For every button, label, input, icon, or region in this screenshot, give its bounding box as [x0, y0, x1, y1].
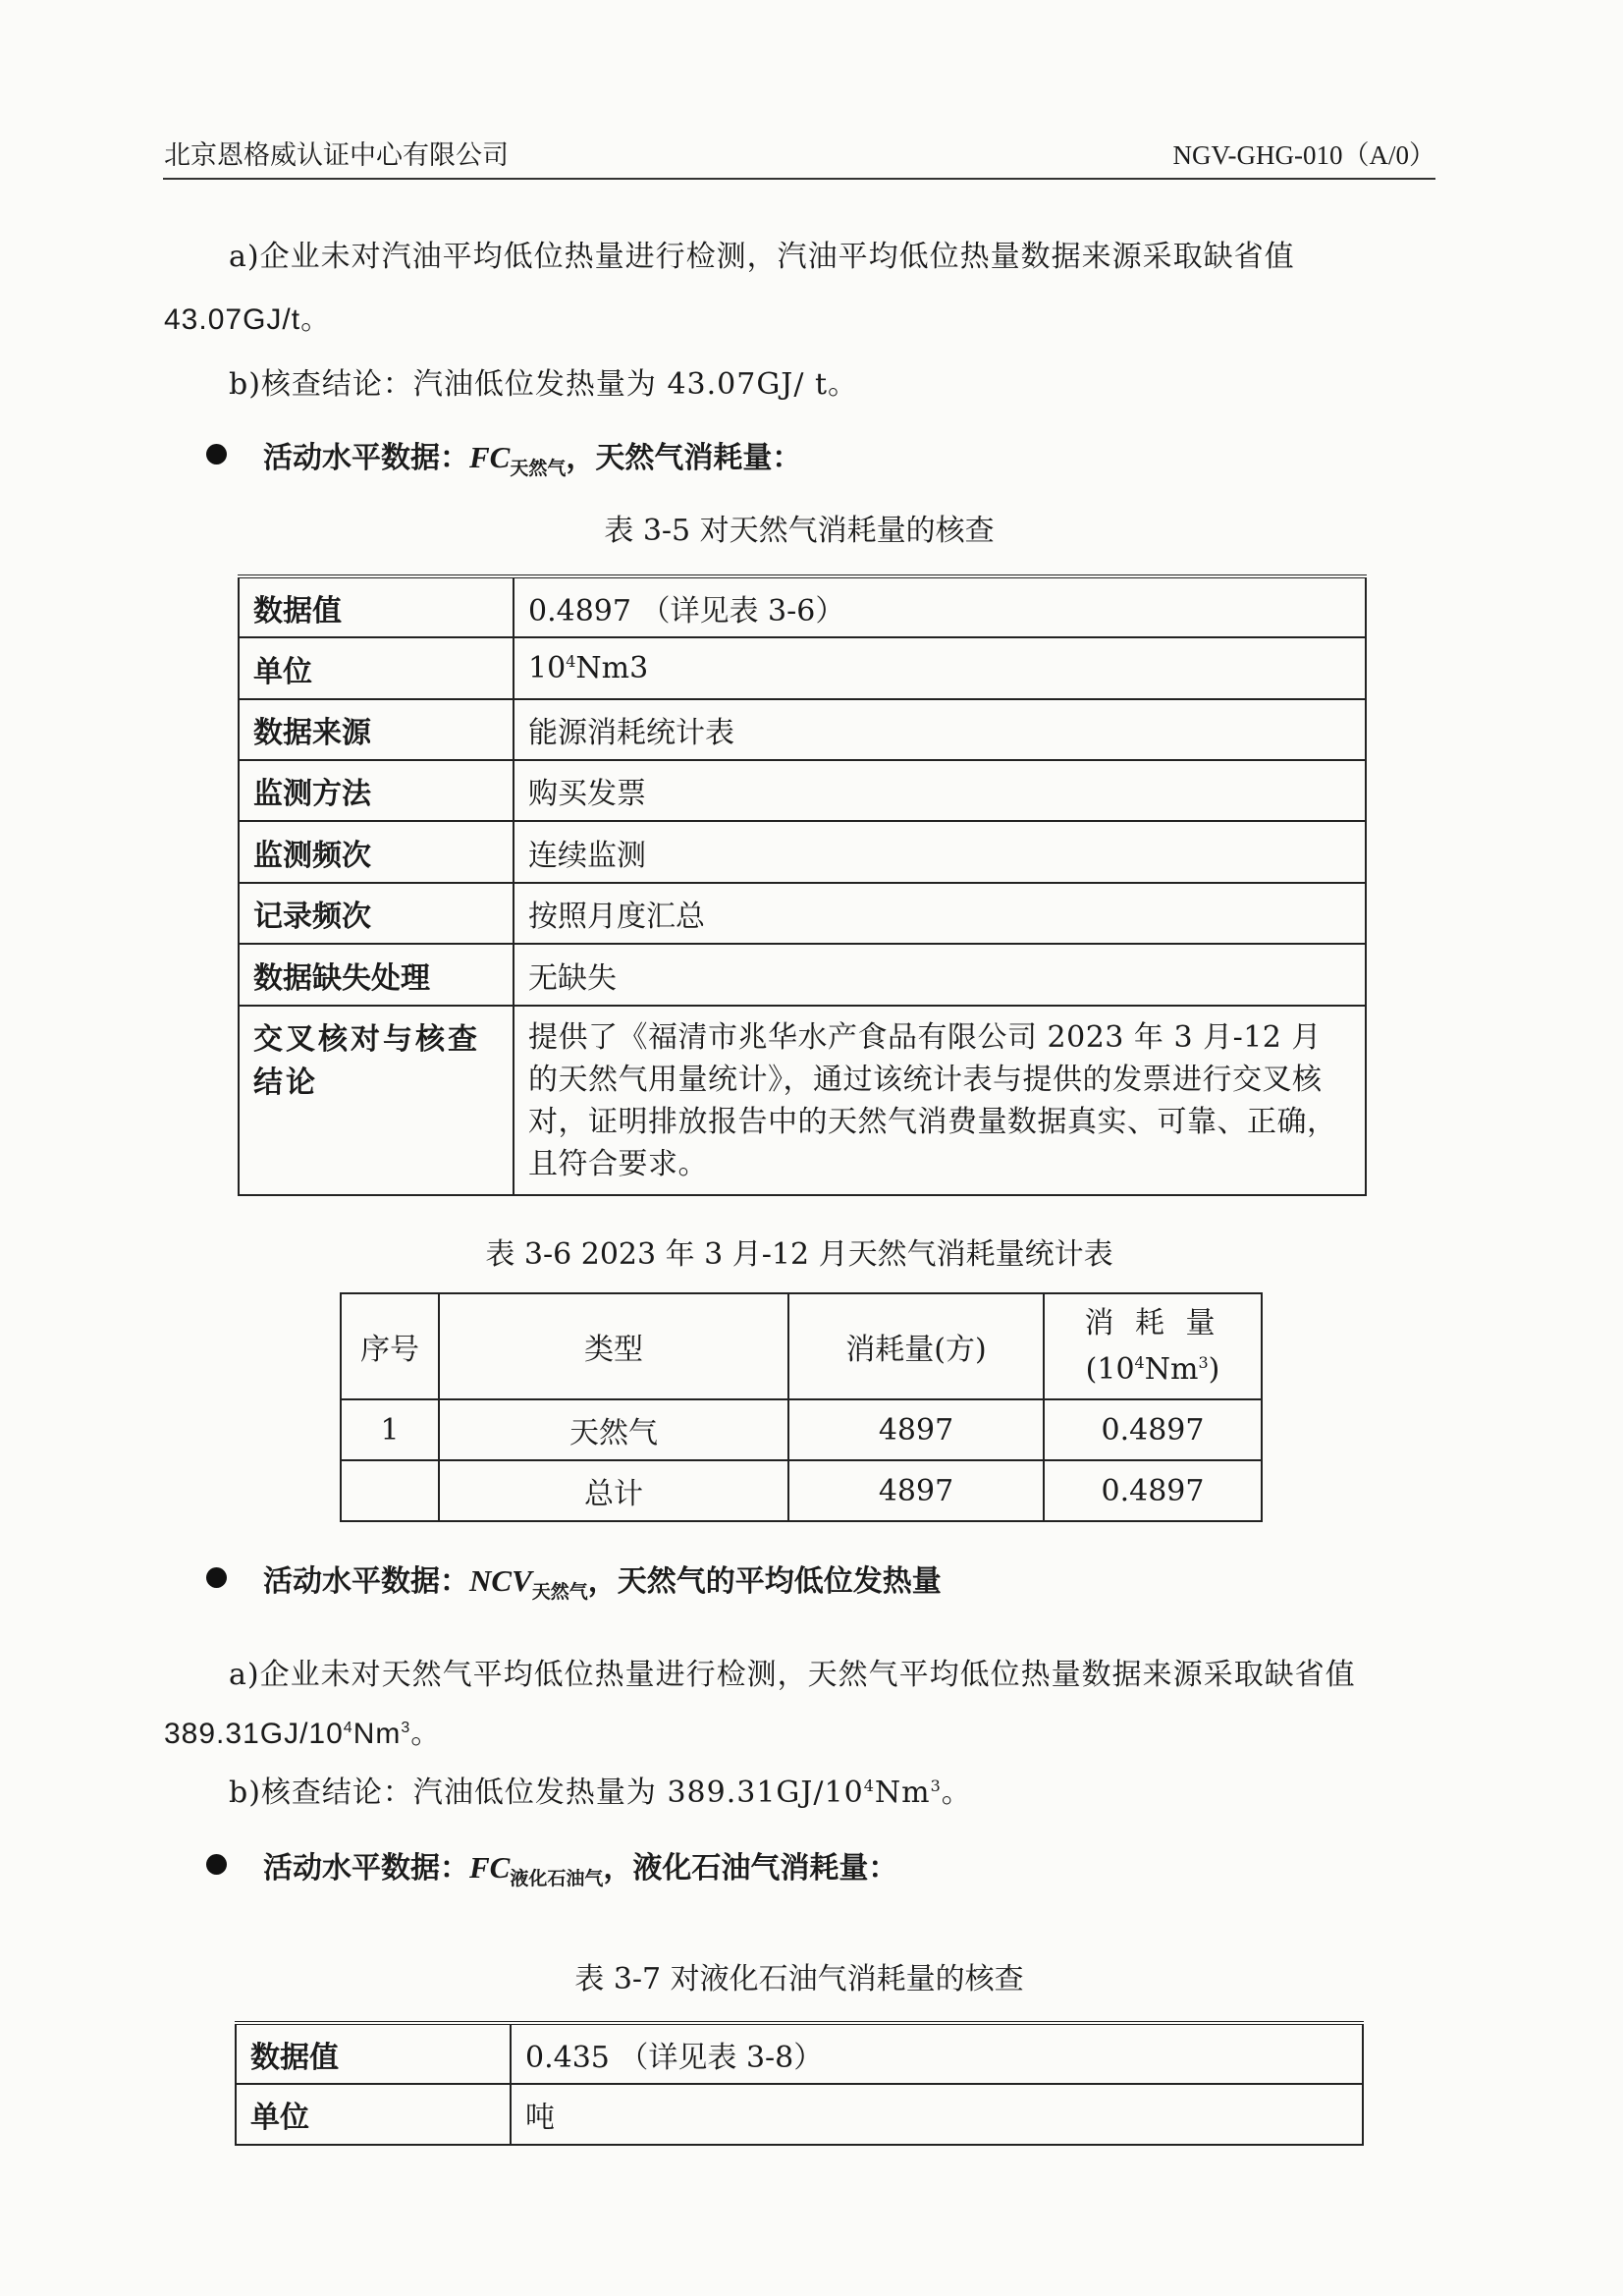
gasoline-b-text: b)核查结论：汽油低位发热量为 43.07GJ/ t。: [229, 367, 859, 402]
table-row: [239, 576, 1366, 637]
bullet-symbol: FC: [469, 1850, 511, 1885]
ng-b-text: b)核查结论：汽油低位发热量为 $389.31GJ/10^4Nm^3$。: [229, 1776, 972, 1810]
table-row: [239, 1006, 1366, 1195]
table37-key: 单位: [236, 2084, 511, 2145]
bullet-activity-ncv-ng: [263, 1557, 942, 1604]
table35-caption: 表 3-5 对天然气消耗量的核查: [604, 514, 995, 548]
table-row: [236, 2023, 1363, 2084]
bullet-suffix: ，天然气消耗量：: [566, 441, 802, 475]
table36-header: 序号: [341, 1293, 439, 1399]
bullet-prefix: 活动水平数据：: [263, 1564, 469, 1599]
table-row: [341, 1293, 1262, 1399]
table36-cell: 天然气: [439, 1399, 788, 1460]
bullet-dot: [206, 1567, 227, 1588]
table37-value: 吨: [511, 2084, 1363, 2145]
gasoline-a-value: 43.07GJ/t。: [164, 303, 332, 336]
table35-value: 连续监测: [514, 821, 1366, 883]
bullet-subscript: 天然气: [510, 458, 567, 479]
gasoline-a-text: a)企业未对汽油平均低位热量进行检测，汽油平均低位热量数据来源采取缺省值: [229, 240, 1295, 274]
bullet-suffix: ，天然气的平均低位发热量: [587, 1564, 942, 1599]
table37-caption: 表 3-7 对液化石油气消耗量的核查: [574, 1962, 1024, 1996]
bullet-subscript: 天然气: [531, 1581, 588, 1603]
table36-header: 消耗量(方): [788, 1293, 1044, 1399]
table35: [238, 574, 1367, 1196]
table36-header: 类型: [439, 1293, 788, 1399]
table36-cell: 4897: [788, 1399, 1044, 1460]
table35-key: 数据来源: [239, 699, 514, 760]
table36-caption: 表 3-6 2023 年 3 月-12 月天然气消耗量统计表: [485, 1237, 1113, 1272]
table-row: [239, 699, 1366, 760]
table35-key: 监测频次: [239, 821, 514, 883]
table36-cell: [341, 1460, 439, 1521]
table36-header: 消 耗 量 $(10^4Nm^3)$: [1044, 1293, 1262, 1399]
table37: [235, 2021, 1364, 2146]
table-row: [239, 637, 1366, 699]
table37-value: 0.435 （详见表 3-8）: [511, 2023, 1363, 2084]
table-row: [236, 2084, 1363, 2145]
table-row: [239, 944, 1366, 1006]
header-doc-code: NGV-GHG-010（A/0）: [1172, 140, 1435, 170]
bullet-dot: [206, 1854, 227, 1875]
bullet-activity-fc-ng: [263, 433, 801, 480]
table36-cell: 0.4897: [1044, 1399, 1262, 1460]
table36-cell: 0.4897: [1044, 1460, 1262, 1521]
table36-cell: 1: [341, 1399, 439, 1460]
table35-key: 交叉核对与核查结论: [239, 1006, 514, 1195]
table36: [340, 1292, 1263, 1522]
table35-value: $10^4Nm3$: [514, 637, 1366, 699]
ng-a-text: a)企业未对天然气平均低位热量进行检测，天然气平均低位热量数据来源采取缺省值: [229, 1658, 1356, 1692]
table35-key: 数据值: [239, 576, 514, 637]
bullet-symbol: NCV: [469, 1563, 532, 1598]
table35-key: 记录频次: [239, 883, 514, 944]
bullet-symbol: FC: [469, 440, 511, 474]
bullet-activity-fc-lpg: [263, 1843, 897, 1890]
table35-key: 监测方法: [239, 760, 514, 821]
table-row: [239, 883, 1366, 944]
table-row: [341, 1460, 1262, 1521]
table35-value: 无缺失: [514, 944, 1366, 1006]
header-org: 北京恩格威认证中心有限公司: [164, 140, 509, 171]
bullet-prefix: 活动水平数据：: [263, 1851, 469, 1886]
bullet-suffix: ，液化石油气消耗量：: [603, 1851, 898, 1886]
table35-value: 按照月度汇总: [514, 883, 1366, 944]
table36-cell: 4897: [788, 1460, 1044, 1521]
table35-value: 购买发票: [514, 760, 1366, 821]
table-row: [341, 1399, 1262, 1460]
table35-value: 0.4897 （详见表 3-6）: [514, 576, 1366, 637]
table36-cell: 总计: [439, 1460, 788, 1521]
table-row: [239, 760, 1366, 821]
bullet-prefix: 活动水平数据：: [263, 441, 469, 475]
table37-key: 数据值: [236, 2023, 511, 2084]
bullet-subscript: 液化石油气: [510, 1868, 604, 1889]
header-divider: [163, 178, 1435, 180]
ng-a-value: $389.31GJ/10^4Nm^3$。: [164, 1718, 442, 1750]
table35-key: 单位: [239, 637, 514, 699]
bullet-dot: [206, 444, 227, 465]
table35-value: 提供了《福清市兆华水产食品有限公司 2023 年 3 月-12 月的天然气用量统计》，通过该统计表与提供的发票进行交叉核对，证明排放报告中的天然气消费量数据真实、可靠、正确，且符合要求。: [514, 1006, 1366, 1195]
table35-value: 能源消耗统计表: [514, 699, 1366, 760]
table-row: [239, 821, 1366, 883]
table35-key: 数据缺失处理: [239, 944, 514, 1006]
